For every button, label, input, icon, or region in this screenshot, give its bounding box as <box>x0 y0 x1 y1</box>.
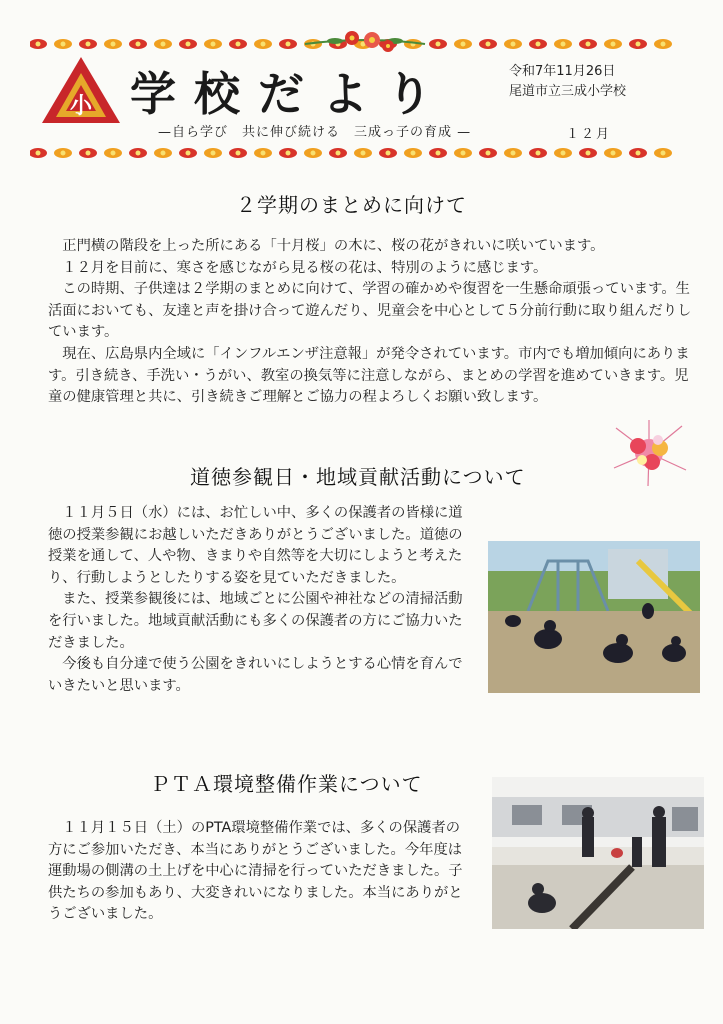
border-flower <box>554 39 572 49</box>
section1-paragraph: 現在、広島県内全域に「インフルエンザ注意報」が発令されています。市内でも増加傾向にあります。引き続き、手洗い・うがい、教室の換気等に注意しながら、まとめの学習を進めていきます。児童の健康管理と共に、引き続きご理解とご協力の程よろしくお願い致します。 <box>48 345 690 406</box>
border-flower <box>404 148 422 158</box>
issue-date: 令和7年11月26日 <box>509 64 616 79</box>
border-flower <box>30 148 47 158</box>
school-motto: —自ら学び 共に伸び続ける 三成っ子の育成 — <box>158 125 472 140</box>
section2-paragraph-1: １１月５日（水）には、お忙しい中、多くの保護者の皆様に道徳の授業参観にお越しいただきありがとうございました。道徳の授業を通して、人や物、きまりや自然等を大切にしようと考えたり、行動しようとしたりする姿を見ていただきました。 <box>48 505 463 586</box>
school-name: 尾道市立三成小学校 <box>509 84 627 99</box>
border-flower <box>454 39 472 49</box>
border-flower <box>529 148 547 158</box>
pta-work-photo <box>492 777 704 929</box>
section1-heading: ２学期のまとめに向けて <box>236 193 467 217</box>
section2-heading: 道徳参観日・地域貢献活動について <box>190 465 526 489</box>
border-flower <box>229 148 247 158</box>
border-flower <box>204 39 222 49</box>
newsletter-title: 学校だより <box>130 67 450 121</box>
border-flower <box>329 148 347 158</box>
border-flower <box>30 39 47 49</box>
border-flower <box>279 148 297 158</box>
border-flower <box>579 39 597 49</box>
border-flower <box>204 148 222 158</box>
border-flower <box>154 148 172 158</box>
issue-month: １２月 <box>566 127 612 142</box>
section2-paragraph-2: また、授業参観後には、地域ごとに公園や神社などの清掃活動を行いました。地域貢献活動にも多くの保護者の方にご協力いただきました。 <box>48 591 463 651</box>
border-flower <box>654 148 672 158</box>
border-flower <box>179 39 197 49</box>
border-flower <box>554 148 572 158</box>
section1-paragraph: 正門横の階段を上った所にある「十月桜」の木に、桜の花がきれいに咲いています。 <box>48 238 605 254</box>
border-flower <box>104 148 122 158</box>
logo-char: 小 <box>69 93 93 119</box>
border-flower <box>254 39 272 49</box>
border-flower <box>354 148 372 158</box>
border-flower <box>254 148 272 158</box>
border-flower <box>304 148 322 158</box>
header-flower-spray <box>300 26 430 60</box>
border-flower <box>104 39 122 49</box>
border-flower <box>629 39 647 49</box>
section3-heading: ＰＴＡ環境整備作業について <box>150 772 423 796</box>
border-flower <box>129 39 147 49</box>
border-flower <box>429 148 447 158</box>
bottom-flower-border <box>30 146 685 160</box>
border-flower <box>504 39 522 49</box>
border-flower <box>379 148 397 158</box>
border-flower <box>604 39 622 49</box>
border-flower <box>54 148 72 158</box>
border-flower <box>79 148 97 158</box>
section1-body <box>48 236 696 409</box>
section2-paragraph-3: 今後も自分達で使う公園をきれいにしようとする心情を育んでいきたいと思います。 <box>48 656 463 694</box>
section3-paragraph: １１月１５日（土）のPTA環境整備作業では、多くの保護者の方にご参加いただき、本当にありがとうございました。今年度は運動場の側溝の土上げを中心に清掃を行っていただきました。子供たちの参加もあり、大変きれいになりました。本当にありがとうございました。 <box>48 820 463 923</box>
section1-paragraph: １２月を目前に、寒さを感じながら見る桜の花は、特別のように感じます。 <box>48 259 548 276</box>
border-flower <box>479 39 497 49</box>
border-flower <box>454 148 472 158</box>
border-flower <box>579 148 597 158</box>
border-flower <box>129 148 147 158</box>
park-cleanup-photo <box>488 541 700 693</box>
border-flower <box>79 39 97 49</box>
border-flower <box>179 148 197 158</box>
border-flower <box>604 148 622 158</box>
border-flower <box>54 39 72 49</box>
border-flower <box>529 39 547 49</box>
border-flower <box>154 39 172 49</box>
border-flower <box>654 39 672 49</box>
border-flower <box>629 148 647 158</box>
border-flower <box>479 148 497 158</box>
bouquet-illustration <box>608 418 690 488</box>
school-logo <box>40 55 122 127</box>
border-flower <box>429 39 447 49</box>
section1-paragraph: この時期、子供達は２学期のまとめに向けて、学習の確かめや復習を一生懸命頑張っています。生活面においても、友達と声を掛け合って遊んだり、児童会を中心として５分前行動に取り組んだりしています。 <box>48 281 692 341</box>
border-flower <box>504 148 522 158</box>
border-flower <box>279 39 297 49</box>
border-flower <box>229 39 247 49</box>
